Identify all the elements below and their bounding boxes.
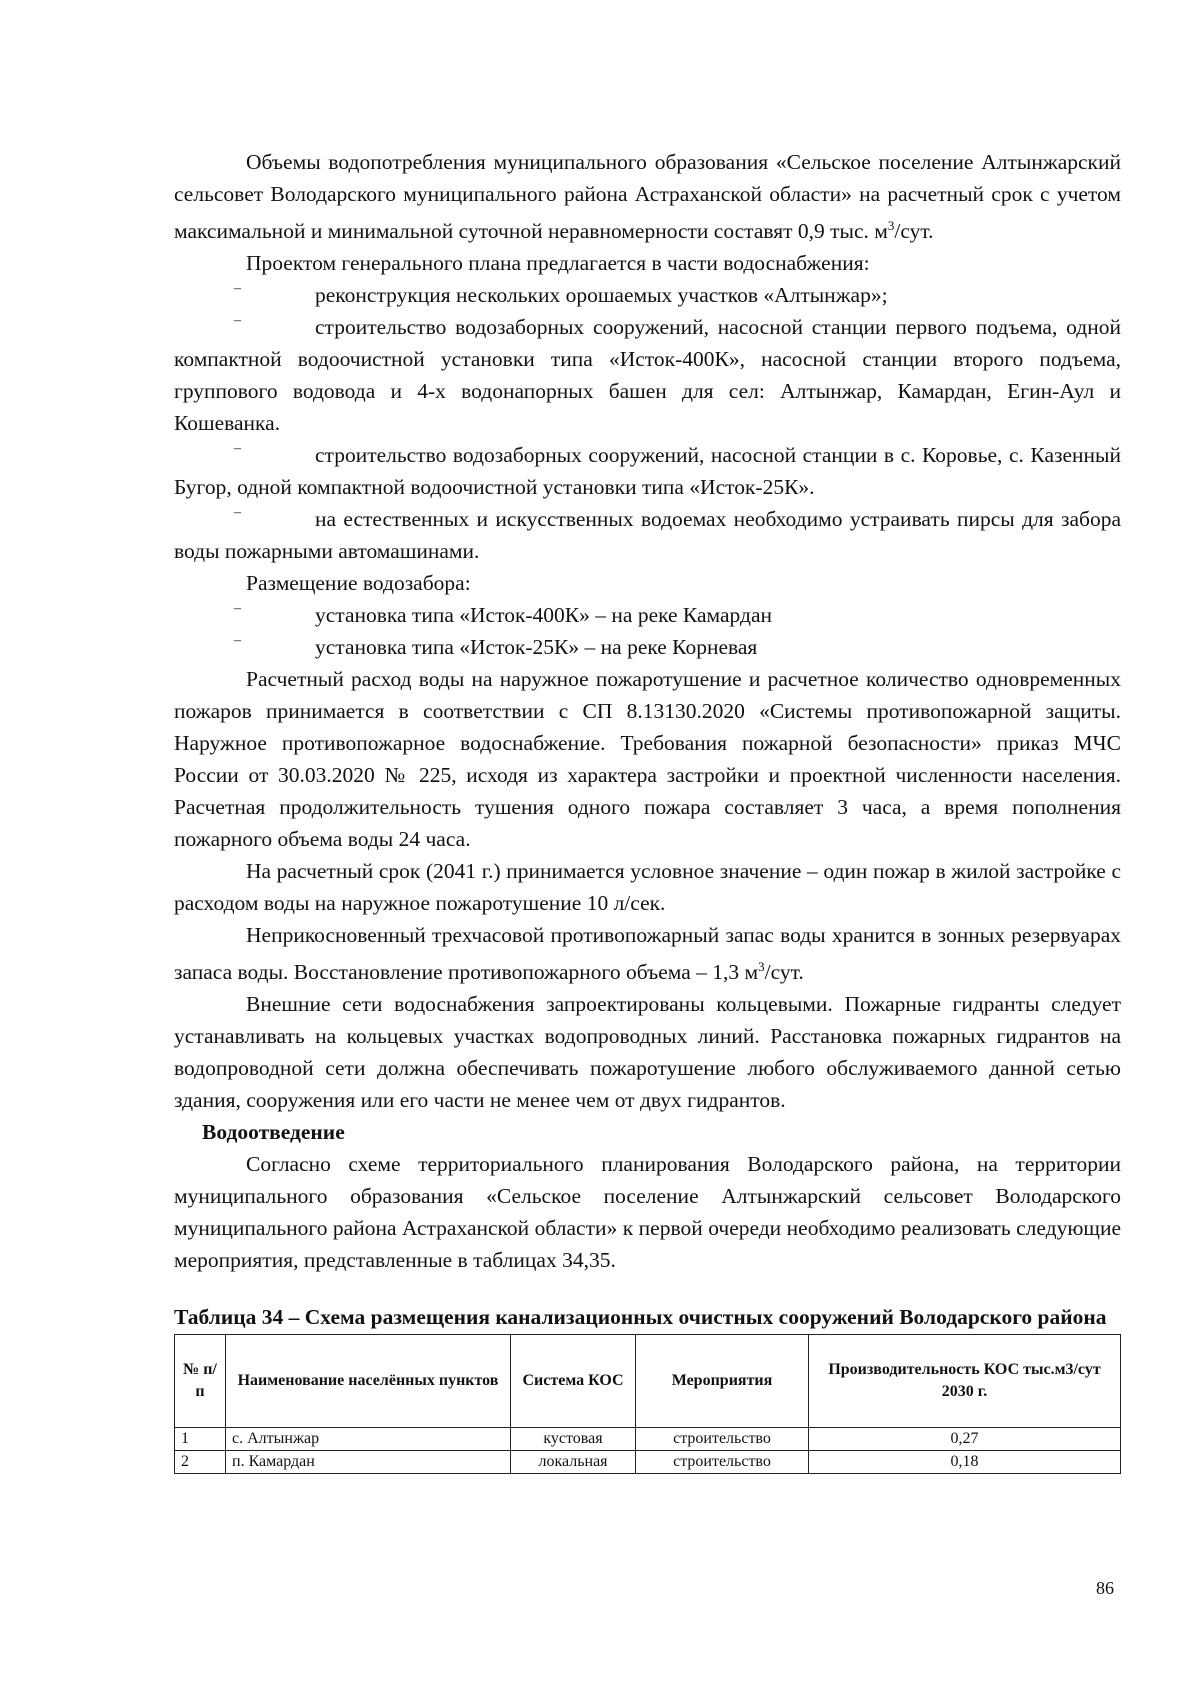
- paragraph: На расчетный срок (2041 г.) принимается условное значение – один пожар в жилой застройке с расходом воды на наружное пожаротушение 10 л/сек.: [174, 859, 1121, 916]
- kos-table: [174, 1334, 1121, 1474]
- dash-marker: –: [234, 313, 241, 329]
- dash-marker: –: [234, 441, 241, 457]
- cell-measures: строительство: [636, 1451, 809, 1474]
- cell-system: локальная: [511, 1451, 636, 1474]
- cell-num: 2: [175, 1451, 226, 1474]
- cell-settlement: п. Камардан: [226, 1451, 511, 1474]
- dash-marker: –: [234, 281, 241, 297]
- paragraph: Внешние сети водоснабжения запроектированы кольцевыми. Пожарные гидранты следует устанавливать на кольцевых участках водопроводных линий. Расстановка пожарных гидрантов на водопроводной сети должна обеспечивать пожаротушение любого обслуживаемого данной сетью здания, сооружения или его части не менее чем от двух гидрантов.: [174, 992, 1121, 1113]
- paragraph: Расчетный расход воды на наружное пожаротушение и расчетное количество одновременных пожаров принимается в соответствии с СП 8.13130.2020 «Системы противопожарной защиты. Наружное противопожарное водоснабжение. Требования пожарной безопасности» приказ МЧС России от 30.03.2020 № 225, исходя из характера застройки и проектной численности населения. Расчетная продолжительность тушения одного пожара составляет 3 часа, а время пополнения пожарного объема воды 24 часа.: [174, 667, 1121, 852]
- dash-marker: –: [234, 505, 241, 521]
- table-caption: Таблица 34 – Схема размещения канализационных очистных сооружений Володарского района: [174, 1305, 1107, 1330]
- header-system: Система КОС: [511, 1335, 636, 1428]
- dash-marker: –: [234, 633, 241, 649]
- document-page: [174, 146, 1121, 1474]
- paragraph: Неприкосновенный трехчасовой противопожарный запас воды хранится в зонных резервуарах запаса воды. Восстановление противопожарного объема – 1,3 $м^3$/сут.: [174, 923, 1121, 985]
- table-row: [175, 1428, 1121, 1451]
- table-row: [175, 1451, 1121, 1474]
- paragraph: Объемы водопотребления муниципального образования «Сельское поселение Алтынжарский сельсовет Володарского муниципального района Астраханской области» на расчетный срок с учетом максимальной и минимальной суточной неравномерности составят 0,9 тыс. $м^3$/сут.: [174, 150, 1121, 244]
- list-item: – на естественных и искусственных водоемах необходимо устраивать пирсы для забора воды пожарными автомашинами.: [174, 503, 1121, 567]
- list-item: – установка типа «Исток-25К» – на реке Корневая: [174, 631, 1121, 663]
- header-settlement: Наименование населённых пунктов: [226, 1335, 511, 1428]
- header-measures: Мероприятия: [636, 1335, 809, 1428]
- paragraph: Согласно схеме территориального планирования Володарского района, на территории муниципального образования «Сельское поселение Алтынжарский сельсовет Володарского муниципального района Астраханской области» к первой очереди необходимо реализовать следующие мероприятия, представленные в таблицах 34,35.: [174, 1152, 1121, 1273]
- cell-capacity: 0,27: [809, 1428, 1121, 1451]
- cell-measures: строительство: [636, 1428, 809, 1451]
- page-number: 86: [1096, 1578, 1114, 1598]
- header-num: № п/п: [175, 1335, 226, 1428]
- list-item: – реконструкция нескольких орошаемых участков «Алтынжар»;: [174, 279, 1121, 311]
- dash-marker: –: [234, 601, 241, 617]
- paragraph: Проектом генерального плана предлагается в части водоснабжения:: [246, 251, 870, 276]
- list-item: – строительство водозаборных сооружений, насосной станции первого подъема, одной компактной водоочистной установки типа «Исток-400К», насосной станции второго подъема, группового водовода и 4-х водонапорных башен для сел: Алтынжар, Камардан, Егин-Аул и Кошеванка.: [174, 311, 1121, 439]
- cell-system: кустовая: [511, 1428, 636, 1451]
- section-heading: Водоотведение: [202, 1120, 345, 1145]
- cell-settlement: с. Алтынжар: [226, 1428, 511, 1451]
- cell-num: 1: [175, 1428, 226, 1451]
- list-item: – установка типа «Исток-400К» – на реке Камардан: [174, 599, 1121, 631]
- table-header-row: [175, 1335, 1121, 1428]
- header-capacity: Производительность КОС тыс.м3/сут 2030 г.: [809, 1335, 1121, 1428]
- paragraph: Размещение водозабора:: [246, 571, 471, 596]
- list-item: – строительство водозаборных сооружений, насосной станции в с. Коровье, с. Казенный Бугор, одной компактной водоочистной установки типа «Исток-25К».: [174, 439, 1121, 503]
- cell-capacity: 0,18: [809, 1451, 1121, 1474]
